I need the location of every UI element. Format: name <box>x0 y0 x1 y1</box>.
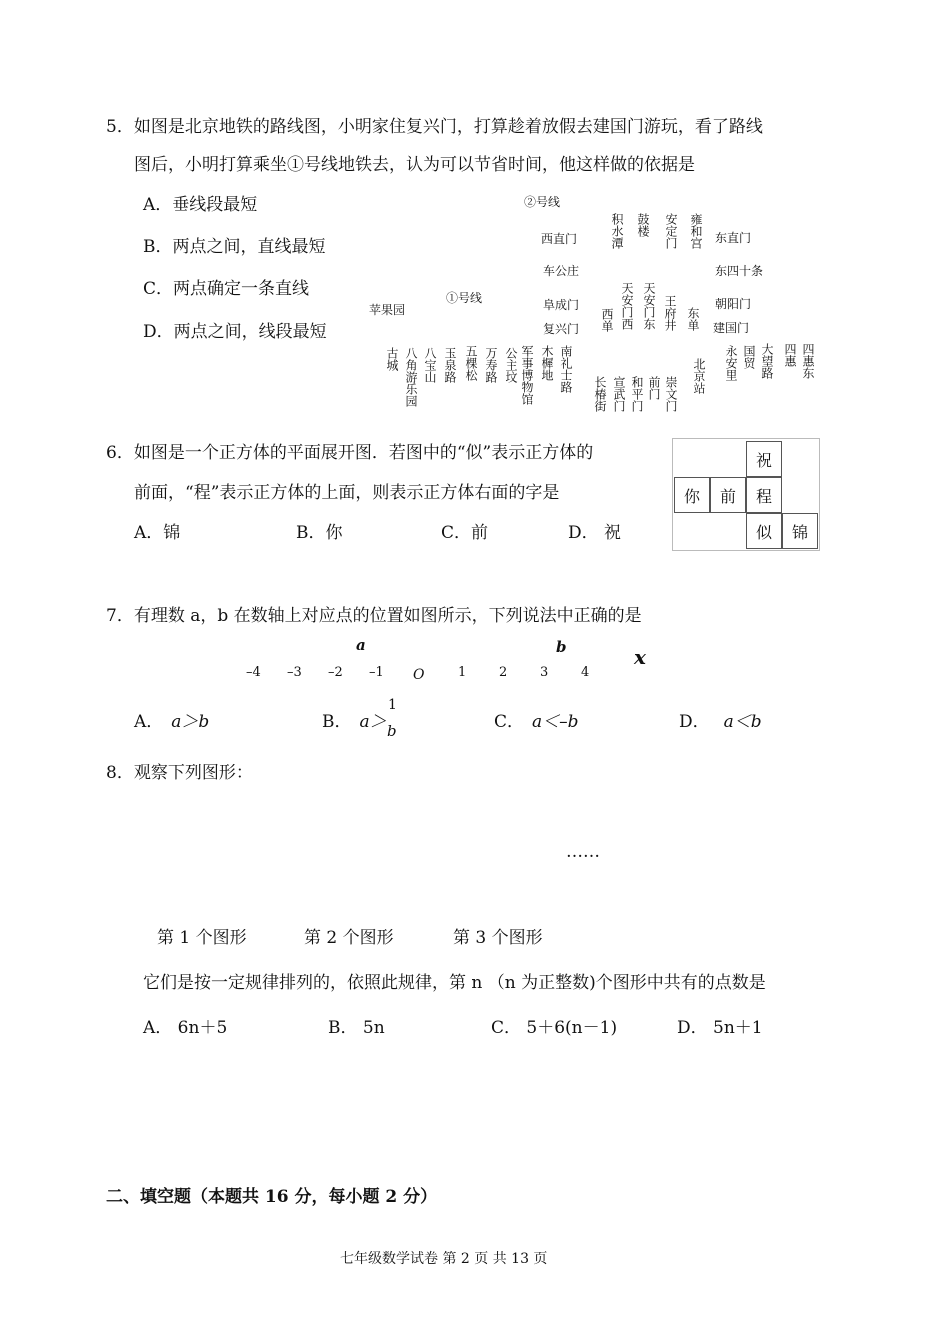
q6-option-b: B．你 <box>296 523 343 543</box>
numberline-label-x: x <box>634 645 646 669</box>
station-fuxingmen: 复兴门 <box>543 322 580 336</box>
fraction-numerator: 1 <box>388 697 397 713</box>
station-wanshoulu: 万寿路 <box>484 347 498 383</box>
q7-option-a <box>134 707 209 732</box>
q8-ellipsis: …… <box>566 842 600 862</box>
tick-label: 2 <box>499 665 508 680</box>
q6-option-a: A．锦 <box>134 523 181 543</box>
station-wukesong: 五棵松 <box>464 345 478 381</box>
station-pingguoyuan: 苹果园 <box>369 303 406 317</box>
q6-stem-line2: 前面，“程”表示正方体的上面，则表示正方体右面的字是 <box>134 483 560 503</box>
option-letter: A． <box>134 712 164 732</box>
q6-stem-line1: 6．如图是一个正方体的平面展开图．若图中的“似”表示正方体的 <box>106 443 594 463</box>
line1-label: ①号线 <box>446 291 483 305</box>
numberline-label-a: a <box>356 636 366 654</box>
station-gulou: 鼓楼 <box>636 213 650 237</box>
section-heading: 二、填空题（本题共 16 分，每小题 2 分） <box>106 1187 438 1207</box>
q8-option-d: D． 5n＋1 <box>677 1018 763 1038</box>
page-footer: 七年级数学试卷 第 2 页 共 13 页 <box>340 1251 548 1267</box>
station-muxidi: 木樨地 <box>540 345 554 381</box>
net-cell-zhu: 祝 <box>746 441 782 477</box>
fraction-denominator: b <box>387 722 397 740</box>
net-cell-qian: 前 <box>710 477 746 513</box>
station-jianguomen: 建国门 <box>713 321 750 335</box>
station-dawanglu: 大望路 <box>760 343 774 379</box>
station-yonganli: 永安里 <box>724 345 738 381</box>
tick-label: –4 <box>246 665 261 680</box>
tick-label: 4 <box>581 665 590 680</box>
q5-option-c: C．两点确定一条直线 <box>143 279 310 299</box>
q5-option-a: A．垂线段最短 <box>143 195 258 215</box>
station-sihuidong: 四惠东 <box>801 343 815 379</box>
station-gongzhufen: 公主坟 <box>504 347 518 383</box>
net-cell-si: 似 <box>746 513 782 549</box>
station-xizhimen: 西直门 <box>541 232 578 246</box>
station-beijingzhan: 北京站 <box>692 358 706 394</box>
q7-stem: 7．有理数 a，b 在数轴上对应点的位置如图所示，下列说法中正确的是 <box>106 606 642 626</box>
q8-option-c: C． 5＋6(n－1) <box>491 1018 618 1038</box>
tick-label: –1 <box>369 665 384 680</box>
option-letter: D． <box>679 712 710 732</box>
option-letter: B． <box>322 712 352 732</box>
station-gucheng: 古城 <box>385 347 399 371</box>
q8-option-b: B． 5n <box>328 1018 385 1038</box>
option-expr: a＜b <box>723 712 762 732</box>
tick-label: 1 <box>458 665 467 680</box>
q6-option-d: D． 祝 <box>568 523 622 543</box>
station-nanlishilu: 南礼士路 <box>559 345 573 393</box>
station-tiananmendong: 天安门东 <box>642 282 656 330</box>
q7-option-c <box>494 707 579 732</box>
station-chongwenmen: 崇文门 <box>664 376 678 412</box>
station-changchunjie: 长椿街 <box>593 376 607 412</box>
q8-figure1-caption: 第 1 个图形 <box>157 928 247 948</box>
station-xuanwumen: 宣武门 <box>612 376 626 412</box>
tick-label: 3 <box>540 665 549 680</box>
station-chaoyangmen: 朝阳门 <box>715 297 752 311</box>
station-hepingmen: 和平门 <box>630 376 644 412</box>
numberline-origin: O <box>413 667 425 683</box>
station-qianmen: 前门 <box>647 376 661 400</box>
station-fuchengmen: 阜成门 <box>543 298 580 312</box>
station-dongzhimen: 东直门 <box>715 231 752 245</box>
q5-option-b: B．两点之间，直线最短 <box>143 237 326 257</box>
numberline-label-b: b <box>556 638 567 656</box>
station-jishuitan: 积水潭 <box>610 213 624 249</box>
station-babaoshan: 八宝山 <box>423 347 437 383</box>
tick-label: –2 <box>328 665 343 680</box>
option-expr: a＞b <box>171 712 210 732</box>
q5-option-d: D．两点之间，线段最短 <box>143 322 327 342</box>
q8-figure2-caption: 第 2 个图形 <box>304 928 394 948</box>
station-chegongzhuang: 车公庄 <box>543 264 580 278</box>
station-junshibowuguan: 军事博物馆 <box>520 345 534 405</box>
line2-label: ②号线 <box>524 195 561 209</box>
q5-stem-line1: 5．如图是北京地铁的路线图，小明家住复兴门，打算趁着放假去建国门游玩，看了路线 <box>106 117 763 137</box>
option-letter: C． <box>494 712 525 732</box>
station-dongdan: 东单 <box>686 307 700 331</box>
option-expr: a＞ <box>359 712 387 732</box>
q8-option-a: A． 6n＋5 <box>143 1018 228 1038</box>
station-yuquanlu: 玉泉路 <box>443 347 457 383</box>
q6-option-c: C．前 <box>441 523 489 543</box>
station-andingmen: 安定门 <box>664 213 678 249</box>
station-dongsishitiao: 东四十条 <box>715 264 764 278</box>
station-sihui: 四惠 <box>783 343 797 367</box>
q7-option-b <box>322 707 387 732</box>
tick-label: –3 <box>287 665 302 680</box>
net-cell-cheng: 程 <box>746 477 782 513</box>
net-cell-jin: 锦 <box>782 513 818 549</box>
station-yonghegong: 雍和宫 <box>689 213 703 249</box>
station-guomao: 国贸 <box>742 345 756 369</box>
station-wangfujing: 王府井 <box>663 295 677 331</box>
q5-stem-line2: 图后，小明打算乘坐①号线地铁去，认为可以节省时间，他这样做的依据是 <box>134 155 695 175</box>
q8-figure3-caption: 第 3 个图形 <box>453 928 543 948</box>
q8-stem: 8．观察下列图形： <box>106 763 253 783</box>
q8-description: 它们是按一定规律排列的，依照此规律，第 n （n 为正整数)个图形中共有的点数是 <box>143 973 766 993</box>
option-expr: a＜–b <box>532 712 579 732</box>
station-xidan: 西单 <box>600 308 614 332</box>
station-bajiao: 八角游乐园 <box>404 347 418 407</box>
net-cell-ni: 你 <box>674 477 710 513</box>
q7-option-d <box>679 707 762 732</box>
station-tiananmenxi: 天安门西 <box>620 282 634 330</box>
